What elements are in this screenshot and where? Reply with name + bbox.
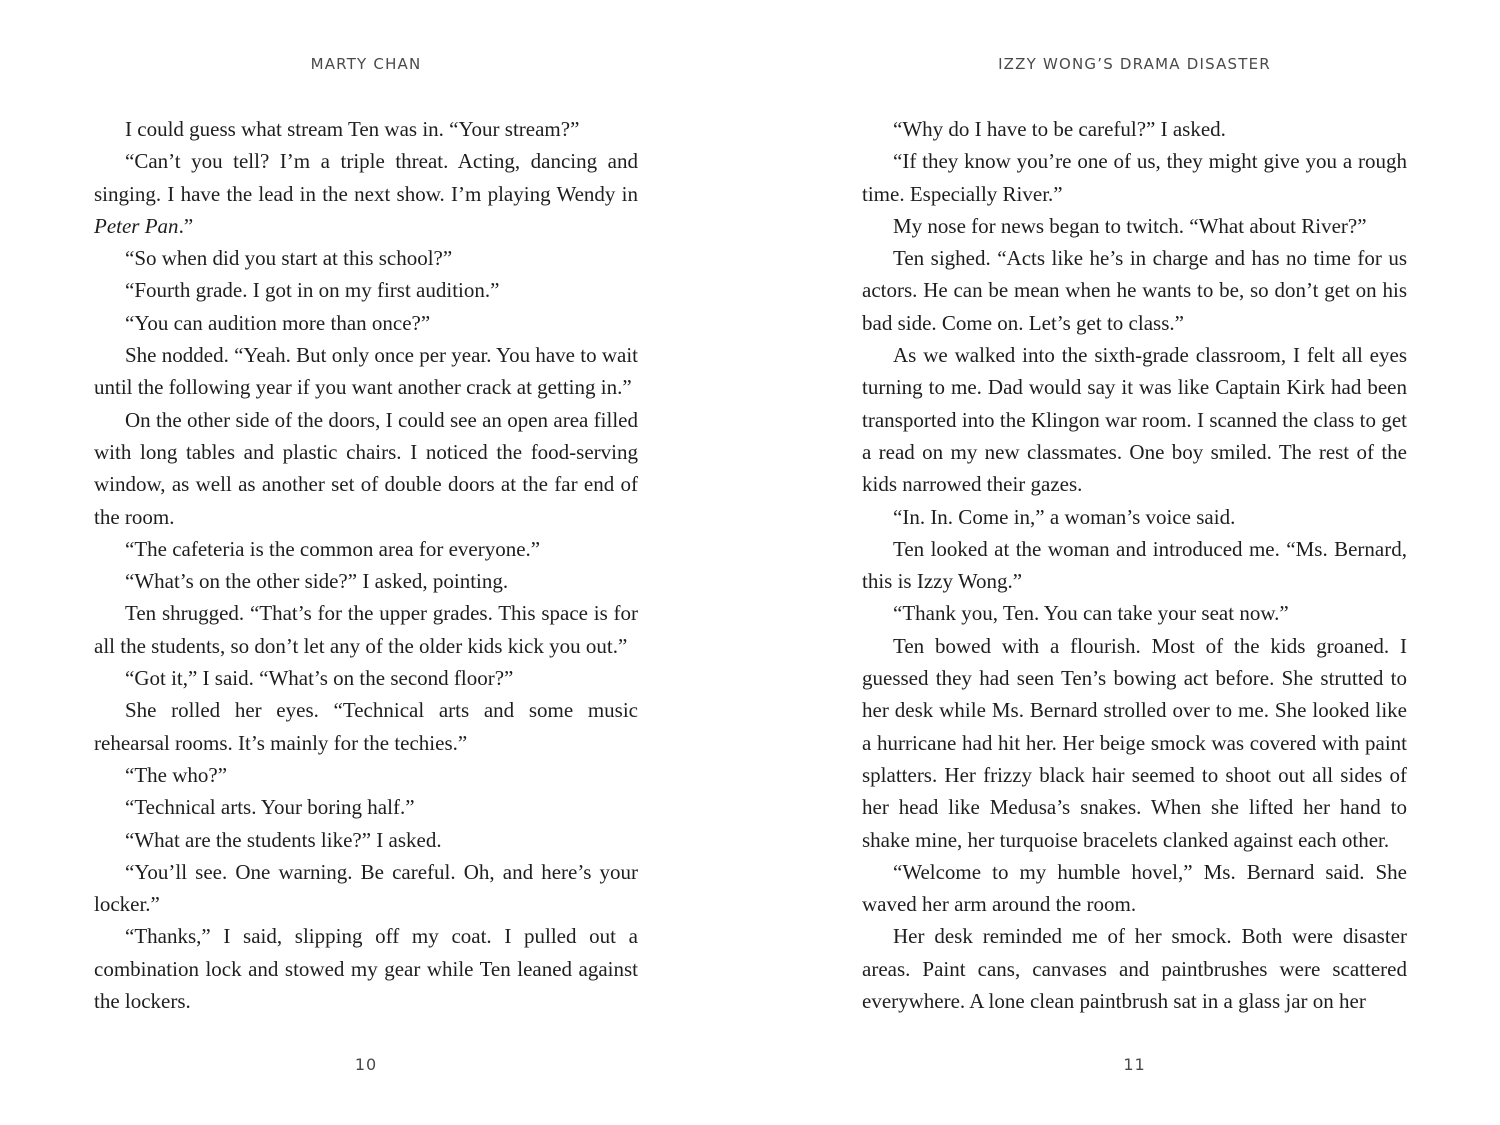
paragraph: “In. In. Come in,” a woman’s voice said. [893,504,1236,529]
paragraph: “What’s on the other side?” I asked, pointing. [125,569,509,594]
right-page [862,0,1407,1125]
paragraph: On the other side of the doors, I could see an open area filled with long tables and plastic chairs. I noticed the food-serving window, as well as another set of double doors at the far end of the room. [94,407,638,529]
paragraph: “Technical arts. Your boring half.” [125,795,415,820]
paragraph: “So when did you start at this school?” [125,246,453,271]
paragraph: “The cafeteria is the common area for everyone.” [125,536,541,561]
paragraph: Ten looked at the woman and introduced me. “Ms. Bernard, this is Izzy Wong.” [862,536,1407,594]
running-head-author: MARTY CHAN [310,55,422,73]
right-page-body [862,113,1407,1017]
paragraph: “The who?” [125,762,228,787]
paragraph: I could guess what stream Ten was in. “Your stream?” [125,117,580,141]
paragraph-text: “Can’t you tell? I’m a triple threat. Acting, dancing and singing. I have the lead in the next show. I’m playing Wendy in [94,149,638,206]
paragraph: Ten shrugged. “That’s for the upper grades. This space is for all the students, so don’t let any of the older kids kick you out.” [94,601,638,658]
paragraph: “What are the students like?” I asked. [125,827,442,852]
page-number: 10 [354,1055,378,1074]
paragraph: “You’ll see. One warning. Be careful. Oh, and here’s your locker.” [94,859,638,917]
left-page-body [94,113,638,1017]
paragraph: “Got it,” I said. “What’s on the second floor?” [125,666,514,691]
paragraph [94,145,638,242]
paragraph: “You can audition more than once?” [125,310,431,335]
running-head-title: IZZY WONG’S DRAMA DISASTER [998,55,1271,73]
paragraph: My nose for news began to twitch. “What about River?” [893,213,1367,238]
paragraph: As we walked into the sixth-grade classroom, I felt all eyes turning to me. Dad would say it was like Captain Kirk had been transported into the Klingon war room. I scanned the class to get a read on my new classmates. One boy smiled. The rest of the kids narrowed their gazes. [862,343,1407,497]
paragraph: She rolled her eyes. “Technical arts and some music rehearsal rooms. It’s mainly for the techies.” [94,698,638,755]
paragraph: Her desk reminded me of her smock. Both were disaster areas. Paint cans, canvases and paintbrushes were scattered everywhere. A lone clean paintbrush sat in a glass jar on her [862,924,1407,1014]
page-number: 11 [1123,1055,1146,1074]
paragraph-text: .” [178,213,194,238]
left-page [94,0,638,1125]
paragraph: Ten bowed with a flourish. Most of the kids groaned. I guessed they had seen Ten’s bowing act before. She strutted to her desk while Ms. Bernard strolled over to me. She looked like a hurricane had hit her. Her beige smock was covered with paint splatters. Her frizzy black hair seemed to shoot out all sides of her head like Medusa’s snakes. When she lifted her hand to shake mine, her turquoise bracelets clanked against each other. [862,633,1407,852]
paragraph: “If they know you’re one of us, they might give you a rough time. Especially River.” [862,149,1407,206]
paragraph: “Thank you, Ten. You can take your seat now.” [893,601,1289,626]
paragraph: “Welcome to my humble hovel,” Ms. Bernard said. She waved her arm around the room. [862,859,1407,917]
paragraph: “Thanks,” I said, slipping off my coat. I pulled out a combination lock and stowed my gear while Ten leaned against the lockers. [94,924,638,1014]
paragraph: She nodded. “Yeah. But only once per year. You have to wait until the following year if you want another crack at getting in.” [94,343,638,400]
paragraph: Ten sighed. “Acts like he’s in charge and has no time for us actors. He can be mean when he wants to be, so don’t get on his bad side. Come on. Let’s get to class.” [862,246,1407,335]
paragraph: “Fourth grade. I got in on my first audition.” [125,278,500,303]
book-title-italic: Peter Pan [94,213,179,238]
paragraph: “Why do I have to be careful?” I asked. [893,117,1226,141]
